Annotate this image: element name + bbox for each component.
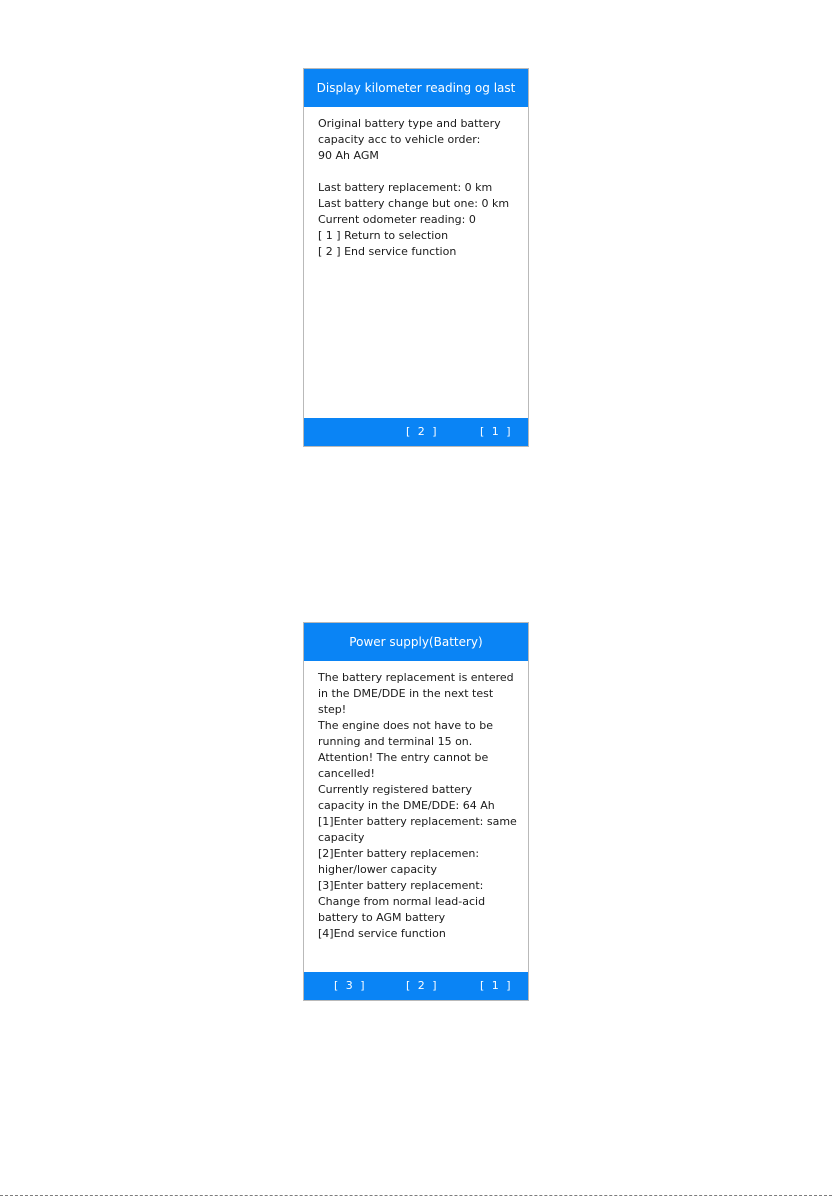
screen-power-supply-battery: [303, 622, 529, 1001]
softkey-2[interactable]: [ 2 ]: [406, 425, 439, 438]
page-divider: [0, 1195, 832, 1196]
softkey-1[interactable]: [ 1 ]: [480, 979, 513, 992]
content-line: The engine does not have to be: [318, 719, 493, 732]
content-line: step!: [318, 703, 347, 716]
content-line: running and terminal 15 on.: [318, 735, 473, 748]
menu-option-agm-change-cont[interactable]: Change from normal lead-acid: [318, 895, 486, 908]
softkey-3[interactable]: [ 3 ]: [334, 979, 367, 992]
softkey-1[interactable]: [ 1 ]: [480, 425, 513, 438]
content-line: The battery replacement is entered: [318, 671, 514, 684]
menu-option-same-capacity[interactable]: [1]Enter battery replacement: same: [318, 815, 517, 828]
softkey-bar: [304, 972, 528, 1000]
content-line: in the DME/DDE in the next test: [318, 687, 494, 700]
screen-content: [304, 661, 528, 972]
content-line: Last battery change but one: 0 km: [318, 197, 510, 210]
content-line: Last battery replacement: 0 km: [318, 181, 493, 194]
screen-title: Display kilometer reading og last: [304, 69, 528, 107]
content-line: [318, 164, 518, 180]
content-line: cancelled!: [318, 767, 375, 780]
menu-option-end-service-function[interactable]: [ 2 ] End service function: [318, 245, 457, 258]
menu-option-return-to-selection[interactable]: [ 1 ] Return to selection: [318, 229, 449, 242]
softkey-bar: [304, 418, 528, 446]
screen-content: [304, 107, 528, 418]
menu-option-agm-change[interactable]: [3]Enter battery replacement:: [318, 879, 484, 892]
softkey-2[interactable]: [ 2 ]: [406, 979, 439, 992]
content-line: capacity acc to vehicle order:: [318, 133, 481, 146]
content-line: Currently registered battery: [318, 783, 472, 796]
menu-option-same-capacity-cont[interactable]: capacity: [318, 831, 365, 844]
screen-title: Power supply(Battery): [304, 623, 528, 661]
content-line: Attention! The entry cannot be: [318, 751, 489, 764]
screen-display-kilometer-reading: [303, 68, 529, 447]
content-line: capacity in the DME/DDE: 64 Ah: [318, 799, 495, 812]
menu-option-end-service-function[interactable]: [4]End service function: [318, 927, 446, 940]
content-line: 90 Ah AGM: [318, 149, 379, 162]
menu-option-higher-lower-capacity-cont[interactable]: higher/lower capacity: [318, 863, 437, 876]
menu-option-higher-lower-capacity[interactable]: [2]Enter battery replacemen:: [318, 847, 480, 860]
content-line: Current odometer reading: 0: [318, 213, 476, 226]
content-line: Original battery type and battery: [318, 117, 501, 130]
menu-option-agm-change-cont[interactable]: battery to AGM battery: [318, 911, 446, 924]
